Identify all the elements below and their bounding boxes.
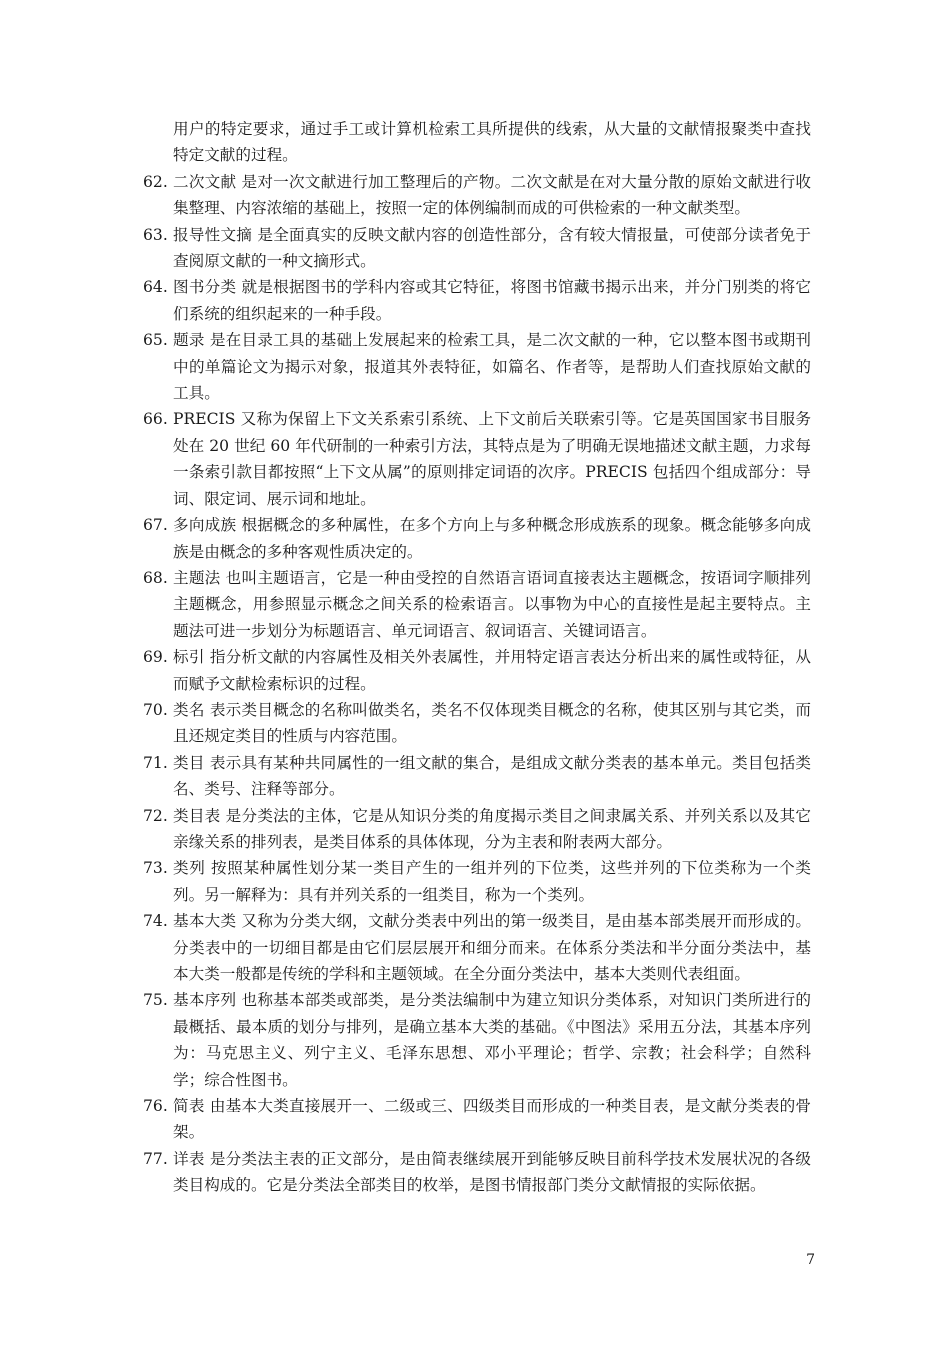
entry-text: 类目表 是分类法的主体，它是从知识分类的角度揭示类目之间隶属关系、并列关系以及其它亲缘关系的排列表，是类目体系的具体体现，分为主表和附表两大部分。 bbox=[173, 806, 811, 851]
entry-number: 69. bbox=[143, 648, 168, 667]
entry-number: 74. bbox=[143, 912, 168, 931]
glossary-entry bbox=[143, 222, 811, 275]
entry-text: 类名 表示类目概念的名称叫做类名，类名不仅体现类目概念的名称，使其区别与其它类，而且还规定类目的性质与内容范围。 bbox=[173, 700, 811, 746]
glossary-entry bbox=[143, 406, 811, 512]
glossary-entry bbox=[143, 274, 811, 327]
entry-number: 71. bbox=[143, 753, 168, 772]
entry-number: 70. bbox=[143, 700, 168, 719]
entry-number: 75. bbox=[143, 991, 168, 1010]
glossary-entry bbox=[143, 1146, 811, 1199]
glossary-entry bbox=[143, 803, 811, 856]
entry-text: 基本大类 又称为分类大纲，文献分类表中列出的第一级类目，是由基本部类展开而形成的。分类表中的一切细目都是由它们层层展开和细分而来。在体系分类法和半分面分类法中，基本大类一般都是传统的学科和主题领域。在全分面分类法中，基本大类则代表组面。 bbox=[173, 912, 811, 983]
entry-number: 76. bbox=[143, 1097, 168, 1116]
entry-number: 72. bbox=[143, 806, 168, 825]
entry-text: PRECIS 又称为保留上下文关系索引系统、上下文前后关联索引等。它是英国国家书目服务处在 20 世纪 60 年代研制的一种索引方法，其特点是为了明确无误地描述文献主题，力求每一条索引款目都按照“上下文从属”的原则排定词语的次序。PRECIS 包括四个组成部分：导词、限定词、展示词和地址。 bbox=[173, 410, 811, 508]
entry-text: 类目 表示具有某种共同属性的一组文献的集合，是组成文献分类表的基本单元。类目包括类名、类号、注释等部分。 bbox=[173, 753, 811, 799]
entry-text: 标引 指分析文献的内容属性及相关外表属性，并用特定语言表达分析出来的属性或特征，从而赋予文献检索标识的过程。 bbox=[173, 648, 811, 693]
entry-number: 62. bbox=[143, 172, 168, 191]
continuation-text: 用户的特定要求，通过手工或计算机检索工具所提供的线索，从大量的文献情报聚类中查找特定文献的过程。 bbox=[173, 120, 811, 165]
entry-number: 63. bbox=[143, 225, 168, 244]
glossary-entry bbox=[143, 987, 811, 1093]
glossary-entry bbox=[143, 327, 811, 406]
glossary-entry bbox=[143, 1093, 811, 1146]
entry-number: 73. bbox=[143, 859, 168, 878]
entry-number: 65. bbox=[143, 331, 168, 350]
glossary-entry bbox=[143, 644, 811, 697]
entry-text: 基本序列 也称基本部类或部类，是分类法编制中为建立知识分类体系，对知识门类所进行的最概括、最本质的划分与排列，是确立基本大类的基础。《中图法》采用五分法，其基本序列为：马克思主义、列宁主义、毛泽东思想、邓小平理论；哲学、宗教；社会科学；自然科学；综合性图书。 bbox=[173, 991, 811, 1089]
glossary-entry bbox=[143, 169, 811, 222]
glossary-entry bbox=[143, 855, 811, 908]
entry-number: 66. bbox=[143, 410, 168, 429]
glossary-entry bbox=[143, 512, 811, 565]
glossary-entry bbox=[143, 908, 811, 987]
entry-number: 68. bbox=[143, 568, 168, 587]
continuation-paragraph bbox=[143, 116, 811, 169]
entry-text: 主题法 也叫主题语言，它是一种由受控的自然语言语词直接表达主题概念，按语词字顺排列主题概念，用参照显示概念之间关系的检索语言。以事物为中心的直接性是起主要特点。主题法可进一步划分为标题语言、单元词语言、叙词语言、关键词语言。 bbox=[173, 568, 811, 640]
entry-text: 报导性文摘 是全面真实的反映文献内容的创造性部分，含有较大情报量，可使部分读者免于查阅原文献的一种文摘形式。 bbox=[173, 225, 811, 271]
page-body bbox=[143, 116, 811, 1199]
entry-number: 67. bbox=[143, 516, 168, 535]
glossary-entry bbox=[143, 750, 811, 803]
glossary-entry bbox=[143, 697, 811, 750]
glossary-entry bbox=[143, 565, 811, 644]
entry-text: 图书分类 就是根据图书的学科内容或其它特征，将图书馆藏书揭示出来，并分门别类的将它们系统的组织起来的一种手段。 bbox=[173, 278, 811, 323]
entry-text: 类列 按照某种属性划分某一类目产生的一组并列的下位类，这些并列的下位类称为一个类列。另一解释为：具有并列关系的一组类目，称为一个类列。 bbox=[173, 859, 811, 904]
entry-text: 详表 是分类法主表的正文部分，是由简表继续展开到能够反映目前科学技术发展状况的各级类目构成的。它是分类法全部类目的枚举，是图书情报部门类分文献情报的实际依据。 bbox=[173, 1149, 811, 1195]
entry-text: 简表 由基本大类直接展开一、二级或三、四级类目而形成的一种类目表，是文献分类表的骨架。 bbox=[173, 1097, 811, 1142]
entry-text: 二次文献 是对一次文献进行加工整理后的产物。二次文献是在对大量分散的原始文献进行收集整理、内容浓缩的基础上，按照一定的体例编制而成的可供检索的一种文献类型。 bbox=[173, 172, 811, 218]
entry-number: 77. bbox=[143, 1149, 168, 1168]
entry-text: 多向成族 根据概念的多种属性，在多个方向上与多种概念形成族系的现象。概念能够多向成族是由概念的多种客观性质决定的。 bbox=[173, 516, 811, 561]
entry-number: 64. bbox=[143, 278, 168, 297]
entry-text: 题录 是在目录工具的基础上发展起来的检索工具，是二次文献的一种，它以整本图书或期刊中的单篇论文为揭示对象，报道其外表特征，如篇名、作者等，是帮助人们查找原始文献的工具。 bbox=[173, 331, 811, 403]
page-number: 7 bbox=[806, 1252, 815, 1268]
